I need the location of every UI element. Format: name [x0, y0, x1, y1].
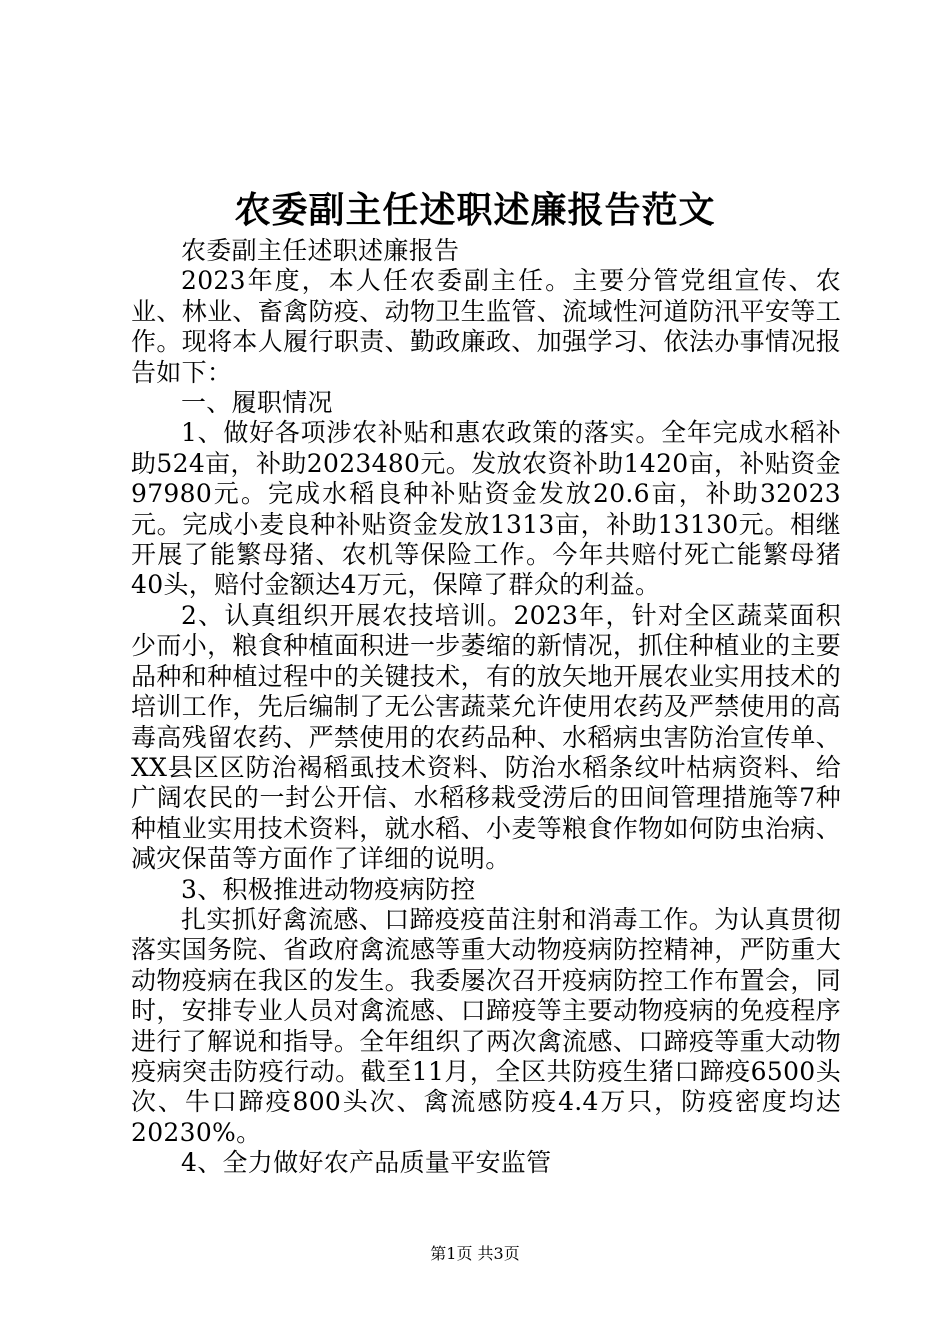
paragraph-intro: 2023年度，本人任农委副主任。主要分管党组宣传、农业、林业、畜禽防疫、动物卫生监管、流域性河道防汛平安等工作。现将本人履行职责、勤政廉政、加强学习、依法办事情况报告如下： [131, 266, 841, 387]
document-body [131, 236, 841, 1179]
paragraph-disease-heading: 3、积极推进动物疫病防控 [181, 874, 476, 904]
paragraph-subsidies: 1、做好各项涉农补贴和惠农政策的落实。全年完成水稻补助524亩，补助2023480元。发放农资补助1420亩，补贴资金97980元。完成水稻良种补贴资金发放20.6亩，补助32023元。完成小麦良种补贴资金发放1313亩，补助13130元。相继开展了能繁母猪、农机等保险工作。今年共赔付死亡能繁母猪40头，赔付金额达4万元，保障了群众的利益。 [131, 418, 841, 600]
page-number: 第1页 共3页 [430, 1244, 520, 1263]
paragraph-subtitle: 农委副主任述职述廉报告 [181, 236, 460, 265]
paragraph-disease-control: 扎实抓好禽流感、口蹄疫疫苗注射和消毒工作。为认真贯彻落实国务院、省政府禽流感等重大动物疫病防控精神，严防重大动物疫病在我区的发生。我委屡次召开疫病防控工作布置会，同时，安排专业人员对禽流感、口蹄疫等主要动物疫病的免疫程序进行了解说和指导。全年组织了两次禽流感、口蹄疫等重大动物疫病突击防疫行动。截至11月，全区共防疫生猪口蹄疫6500头次、牛口蹄疫800头次、禽流感防疫4.4万只，防疫密度均达20230%。 [131, 904, 841, 1147]
paragraph-training: 2、认真组织开展农技培训。2023年，针对全区蔬菜面积少而小，粮食种植面积进一步萎缩的新情况，抓住种植业的主要品种和种植过程中的关键技术，有的放矢地开展农业实用技术的培训工作，先后编制了无公害蔬菜允许使用农药及严禁使用的高毒高残留农药、严禁使用的农药品种、水稻病虫害防治宣传单、XX县区区防治褐稻虱技术资料、防治水稻条纹叶枯病资料、给广阔农民的一封公开信、水稻移栽受涝后的田间管理措施等7种种植业实用技术资料，就水稻、小麦等粮食作物如何防虫治病、减灾保苗等方面作了详细的说明。 [131, 600, 841, 874]
document-title: 农委副主任述职述廉报告范文 [234, 189, 716, 231]
paragraph-quality-heading: 4、全力做好农产品质量平安监管 [181, 1148, 552, 1178]
section-heading-duties: 一、履职情况 [181, 388, 333, 418]
